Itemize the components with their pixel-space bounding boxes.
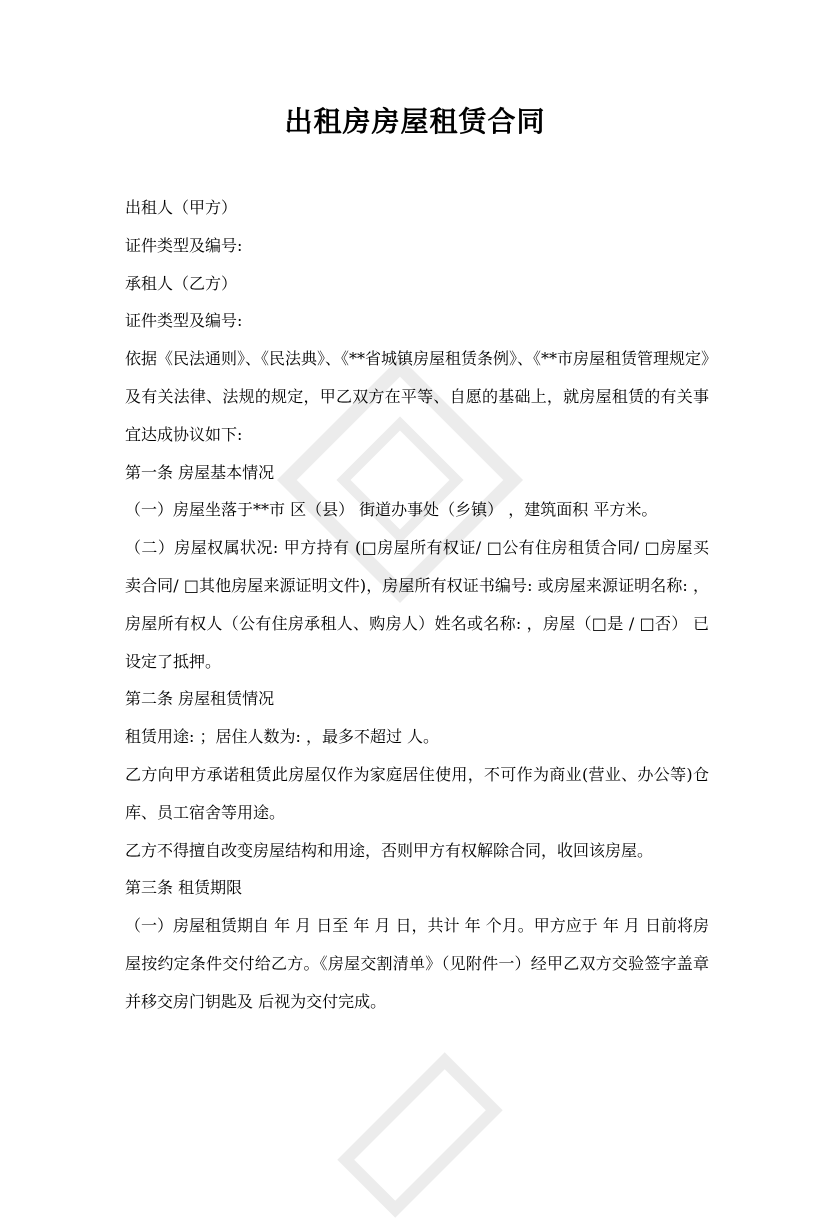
watermark-logo-icon — [332, 1047, 509, 1223]
article-3-heading: 第三条 租赁期限 — [125, 878, 243, 898]
article-1-clause-1: （一）房屋坐落于**市 区（县） 街道办事处（乡镇） ，建筑面积 平方米。 — [125, 500, 658, 520]
article-1-heading: 第一条 房屋基本情况 — [125, 462, 275, 482]
article-1-clause-2: （二）房屋权属状况: 甲方持有 (□房屋所有权证/ □公有住房租赁合同/ □房屋买卖合同/ □其他房屋来源证明文件)，房屋所有权证书编号: 或房屋来源证明名称: ，房屋所有权人（公有住房承租人、购房人）姓名或名称: ，房屋（□是 / □否） 已设定了抵押。 — [125, 538, 709, 671]
lessor-label: 出租人（甲方） — [125, 198, 238, 217]
article-2-heading: 第二条 房屋租赁情况 — [125, 689, 275, 709]
lessee-label: 承租人（乙方） — [125, 273, 238, 293]
lessee-id-label: 证件类型及编号: — [125, 311, 243, 331]
document-body — [125, 189, 709, 1021]
lessor-id-label: 证件类型及编号: — [125, 235, 243, 255]
article-2-restriction: 乙方不得擅自改变房屋结构和用途，否则甲方有权解除合同，收回该房屋。 — [125, 840, 654, 860]
document-title: 出租房房屋租赁合同 — [284, 105, 546, 138]
article-2-commitment: 乙方向甲方承诺租赁此房屋仅作为家庭居住使用，不可作为商业(营业、办公等)仓库、员工宿舍等用途。 — [125, 764, 709, 822]
article-3-clause-1: （一）房屋租赁期自 年 月 日至 年 月 日，共计 年 个月。甲方应于 年 月 日前将房屋按约定条件交付给乙方。《房屋交割清单》（见附件一）经甲乙双方交验签字盖章并移交房门钥匙及 后视为交付完成。 — [125, 916, 709, 1011]
article-2-usage: 租赁用途: ；居住人数为: ，最多不超过 人。 — [125, 727, 440, 747]
preamble-paragraph: 依据《民法通则》、《民法典》、《**省城镇房屋租赁条例》、《**市房屋租赁管理规定》及有关法律、法规的规定，甲乙双方在平等、自愿的基础上，就房屋租赁的有关事宜达成协议如下: — [125, 349, 710, 444]
